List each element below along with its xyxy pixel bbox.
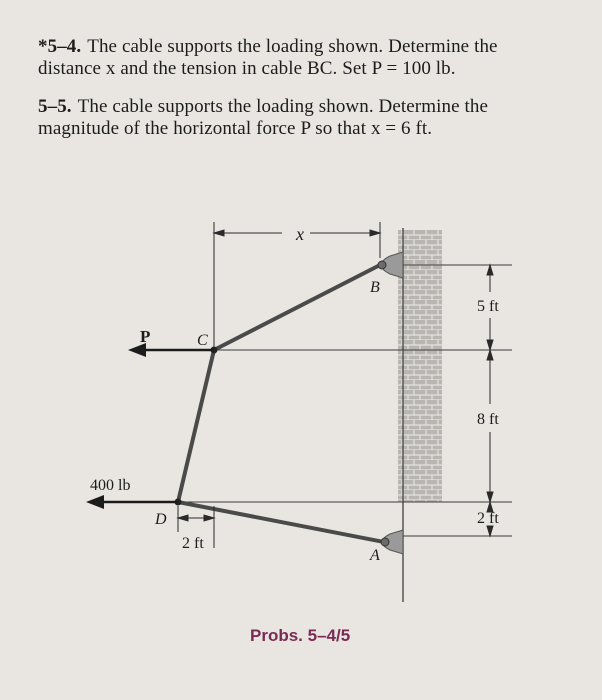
cable [178, 265, 384, 542]
label-b: B [370, 279, 380, 296]
force-arrow-400lb [86, 495, 178, 509]
problem-text: The cable supports the loading shown. Determine the distance x and the tension in cable BC. Set P = 100 lb. [38, 36, 498, 79]
cable-segment-da [178, 502, 384, 542]
label-8ft: 8 ft [477, 411, 499, 428]
label-2ft-vertical: 2 ft [477, 510, 499, 527]
figure-caption: Probs. 5–4/5 [250, 626, 351, 645]
label-2ft-horizontal: 2 ft [182, 535, 204, 552]
label-p: P [140, 327, 151, 346]
problem-number: 5–5. [38, 96, 72, 117]
cable-segment-cb [214, 265, 380, 350]
support-b [378, 252, 403, 278]
label-d: D [155, 511, 167, 528]
problem-text: The cable supports the loading shown. Determine the magnitude of the horizontal force P so that x = 6 ft. [38, 96, 488, 139]
label-400lb: 400 lb [90, 477, 131, 494]
label-a: A [370, 547, 380, 564]
cable-segment-cd [178, 350, 214, 502]
label-5ft: 5 ft [477, 298, 499, 315]
support-a [381, 530, 403, 554]
label-x: x [296, 224, 304, 244]
problem-number: *5–4. [38, 36, 82, 57]
label-c: C [197, 332, 208, 349]
brick-wall [398, 230, 442, 502]
